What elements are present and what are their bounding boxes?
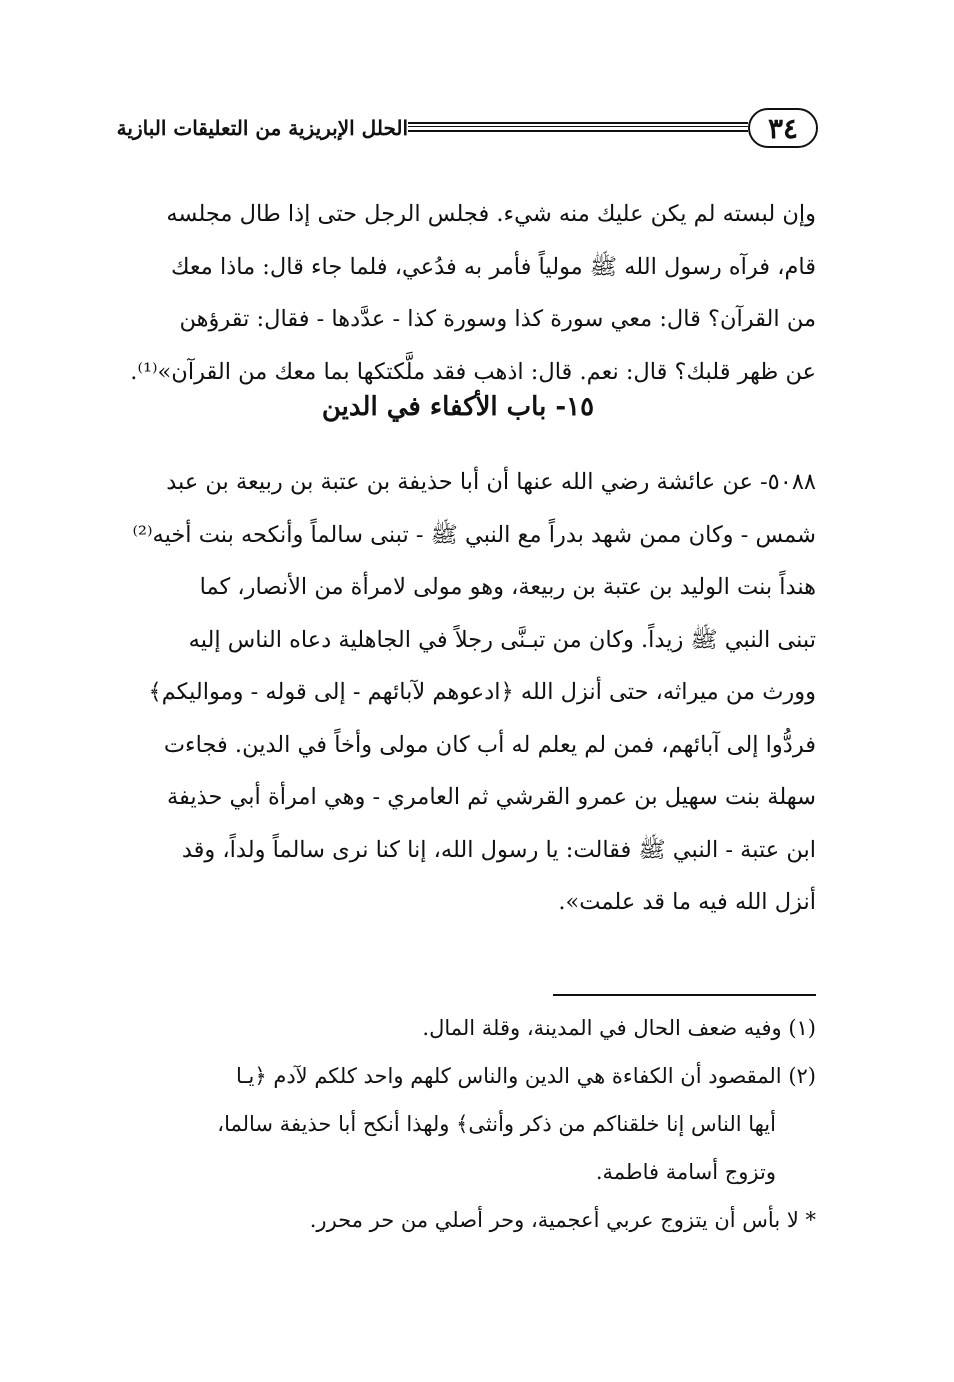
text-line: قام، فرآه رسول الله ﷺ مولياً فأمر به فدُعي، فلما جاء قال: ماذا معك: [170, 253, 816, 280]
page-number: ٣٤: [748, 108, 818, 148]
footnote-2: (٢) المقصود أن الكفاءة هي الدين والناس كلهم واحد كلكم لآدم ﴿يـا: [235, 1064, 816, 1088]
footnote-divider: [553, 994, 816, 996]
chapter-heading: ١٥- باب الأكفاء في الدين: [321, 392, 595, 422]
text-line: تبنى النبي ﷺ زيداً. وكان من تبـنَّى رجلاً في الجاهلية دعاه الناس إليه: [188, 626, 816, 653]
text-line: سهلة بنت سهيل بن عمرو القرشي ثم العامري - وهي امرأة أبي حذيفة: [166, 784, 816, 810]
book-title: الحلل الإبريزية من التعليقات البازية: [116, 116, 408, 140]
footnote-1: (١) وفيه ضعف الحال في المدينة، وقلة المال.: [422, 1016, 816, 1040]
text-line: أنزل الله فيه ما قد علمت».: [558, 889, 816, 915]
footnote-2-continuation: أيها الناس إنا خلقناكم من ذكر وأنثى﴾ ولهذا أنكح أبا حذيفة سالما،: [217, 1112, 776, 1136]
text-line: وإن لبسته لم يكن عليك منه شيء. فجلس الرجل حتى إذا طال مجلسه: [166, 201, 816, 227]
text-line: عن ظهر قلبك؟ قال: نعم. قال: اذهب فقد ملَّكتكها بما معك من القرآن»⁽¹⁾.: [130, 358, 816, 385]
page-header: [98, 108, 818, 152]
text-line: فردُّوا إلى آبائهم، فمن لم يعلم له أب كان مولى وأخاً في الدين. فجاءت: [163, 731, 816, 758]
header-rule: [408, 122, 748, 132]
hadith-paragraph: [100, 456, 816, 929]
text-line: ابن عتبة - النبي ﷺ فقالت: يا رسول الله، إنا كنا نرى سالماً ولداً، وقد: [181, 836, 816, 863]
footnote-note: * لا بأس أن يتزوج عربي أعجمية، وحر أصلي من حر محرر.: [309, 1208, 816, 1232]
text-line: وورث من ميراثه، حتى أنزل الله ﴿ادعوهم لآبائهم - إلى قوله - ومواليكم﴾: [148, 679, 816, 705]
text-line: ٥٠٨٨- عن عائشة رضي الله عنها أن أبا حذيفة بن عتبة بن ربيعة بن عبد: [166, 469, 816, 495]
footnotes: [100, 1004, 816, 1244]
footnote-2-continuation: وتزوج أسامة فاطمة.: [595, 1160, 776, 1184]
text-line: هنداً بنت الوليد بن عتبة بن ربيعة، وهو مولى لامرأة من الأنصار، كما: [199, 574, 816, 600]
text-line: من القرآن؟ قال: معي سورة كذا وسورة كذا - عدَّدها - فقال: تقرؤهن: [179, 306, 816, 332]
text-line: شمس - وكان ممن شهد بدراً مع النبي ﷺ - تبنى سالماً وأنكحه بنت أخيه⁽²⁾: [132, 521, 816, 548]
paragraph-continuation: [100, 188, 816, 398]
